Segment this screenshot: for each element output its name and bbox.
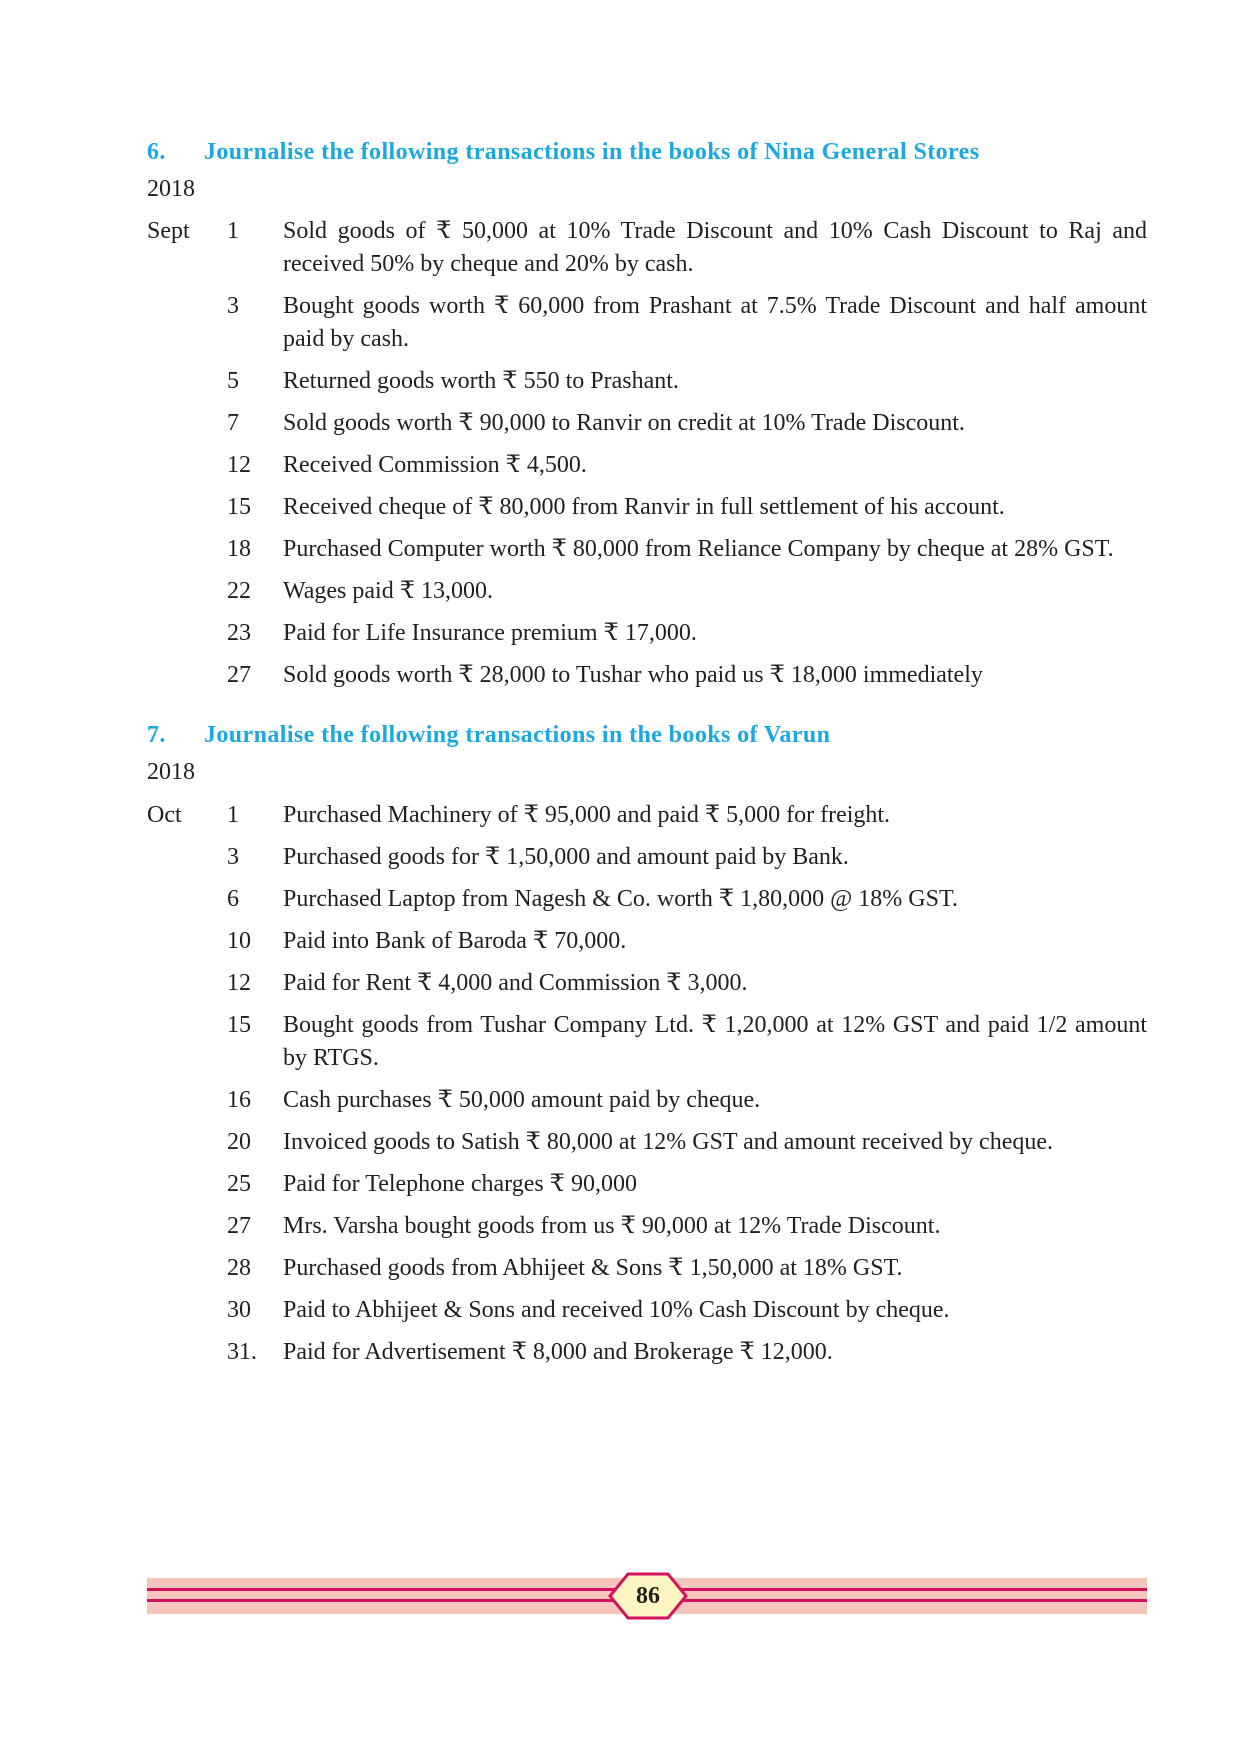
transaction-day: 27 (227, 1213, 251, 1239)
transaction-entry (147, 659, 1147, 692)
transaction-text: Purchased goods from Abhijeet & Sons ₹ 1,50,000 at 18% GST. (283, 1255, 903, 1281)
question-title-text: Journalise the following transactions in the books of Varun (204, 722, 831, 748)
transaction-text: Received Commission ₹ 4,500. (283, 452, 587, 478)
transaction-entry (147, 883, 1147, 916)
transaction-list (147, 799, 1147, 1378)
transaction-day: 5 (227, 368, 239, 394)
transaction-entry (147, 407, 1147, 440)
transaction-text: Purchased goods for ₹ 1,50,000 and amount paid by Bank. (283, 844, 849, 870)
question-number: 7. (147, 722, 166, 748)
transaction-day: 16 (227, 1087, 251, 1113)
transaction-text: Sold goods worth ₹ 90,000 to Ranvir on credit at 10% Trade Discount. (283, 410, 965, 436)
transaction-text: Sold goods worth ₹ 28,000 to Tushar who paid us ₹ 18,000 immediately (283, 662, 983, 688)
transaction-entry (147, 575, 1147, 608)
transaction-day: 31. (227, 1339, 257, 1365)
transaction-day: 6 (227, 886, 239, 912)
year-label: 2018 (147, 759, 195, 785)
transaction-list (147, 215, 1147, 701)
transaction-text: Purchased Machinery of ₹ 95,000 and paid ₹ 5,000 for freight. (283, 802, 891, 828)
question-6-title (147, 139, 1147, 166)
transaction-day: 12 (227, 452, 251, 478)
page-number: 86 (636, 1583, 660, 1609)
transaction-day: 23 (227, 620, 251, 646)
year-label: 2018 (147, 176, 195, 202)
transaction-text: Mrs. Varsha bought goods from us ₹ 90,000 at 12% Trade Discount. (283, 1213, 941, 1239)
transaction-text: Wages paid ₹ 13,000. (283, 578, 493, 604)
transaction-entry (147, 617, 1147, 650)
transaction-text: Sold goods of ₹ 50,000 at 10% Trade Discount and 10% Cash Discount to Raj and received 50% by cheque and 20% by cash. (283, 218, 1147, 277)
transaction-entry (147, 1210, 1147, 1243)
transaction-day: 28 (227, 1255, 251, 1281)
transaction-entry (147, 1252, 1147, 1285)
transaction-month: Sept (147, 218, 190, 244)
transaction-text: Received cheque of ₹ 80,000 from Ranvir in full settlement of his account. (283, 494, 1005, 520)
transaction-entry (147, 533, 1147, 566)
transaction-entry (147, 365, 1147, 398)
transaction-text: Paid for Telephone charges ₹ 90,000 (283, 1171, 637, 1197)
transaction-text: Paid for Rent ₹ 4,000 and Commission ₹ 3,000. (283, 970, 748, 996)
question-number: 6. (147, 139, 166, 165)
transaction-entry (147, 1126, 1147, 1159)
transaction-entry (147, 491, 1147, 524)
transaction-entry (147, 449, 1147, 482)
transaction-entry (147, 1294, 1147, 1327)
transaction-month: Oct (147, 802, 182, 828)
transaction-entry (147, 1168, 1147, 1201)
transaction-day: 15 (227, 494, 251, 520)
transaction-day: 3 (227, 844, 239, 870)
transaction-text: Paid for Advertisement ₹ 8,000 and Brokerage ₹ 12,000. (283, 1339, 833, 1365)
transaction-entry (147, 799, 1147, 832)
transaction-day: 1 (227, 802, 239, 828)
transaction-day: 12 (227, 970, 251, 996)
transaction-entry (147, 841, 1147, 874)
transaction-text: Cash purchases ₹ 50,000 amount paid by cheque. (283, 1087, 761, 1113)
transaction-day: 18 (227, 536, 251, 562)
transaction-entry (147, 290, 1147, 356)
transaction-entry (147, 925, 1147, 958)
transaction-text: Paid for Life Insurance premium ₹ 17,000. (283, 620, 697, 646)
transaction-day: 15 (227, 1012, 251, 1038)
transaction-day: 3 (227, 293, 239, 319)
transaction-text: Purchased Computer worth ₹ 80,000 from Reliance Company by cheque at 28% GST. (283, 536, 1114, 562)
transaction-day: 27 (227, 662, 251, 688)
transaction-entry (147, 1084, 1147, 1117)
transaction-text: Returned goods worth ₹ 550 to Prashant. (283, 368, 679, 394)
transaction-entry (147, 967, 1147, 1000)
transaction-day: 30 (227, 1297, 251, 1323)
transaction-day: 7 (227, 410, 239, 436)
question-7-title (147, 722, 1147, 749)
transaction-text: Invoiced goods to Satish ₹ 80,000 at 12% GST and amount received by cheque. (283, 1129, 1054, 1155)
transaction-text: Bought goods from Tushar Company Ltd. ₹ 1,20,000 at 12% GST and paid 1/2 amount by RTGS. (283, 1012, 1147, 1071)
transaction-text: Paid to Abhijeet & Sons and received 10% Cash Discount by cheque. (283, 1297, 950, 1323)
transaction-day: 25 (227, 1171, 251, 1197)
transaction-day: 20 (227, 1129, 251, 1155)
transaction-text: Purchased Laptop from Nagesh & Co. worth ₹ 1,80,000 @ 18% GST. (283, 886, 958, 912)
transaction-entry (147, 1336, 1147, 1369)
transaction-entry (147, 215, 1147, 281)
question-title-text: Journalise the following transactions in the books of Nina General Stores (204, 139, 980, 165)
transaction-day: 1 (227, 218, 239, 244)
transaction-day: 22 (227, 578, 251, 604)
transaction-text: Bought goods worth ₹ 60,000 from Prashant at 7.5% Trade Discount and half amount paid by cash. (283, 293, 1147, 352)
transaction-entry (147, 1009, 1147, 1075)
transaction-text: Paid into Bank of Baroda ₹ 70,000. (283, 928, 627, 954)
transaction-day: 10 (227, 928, 251, 954)
